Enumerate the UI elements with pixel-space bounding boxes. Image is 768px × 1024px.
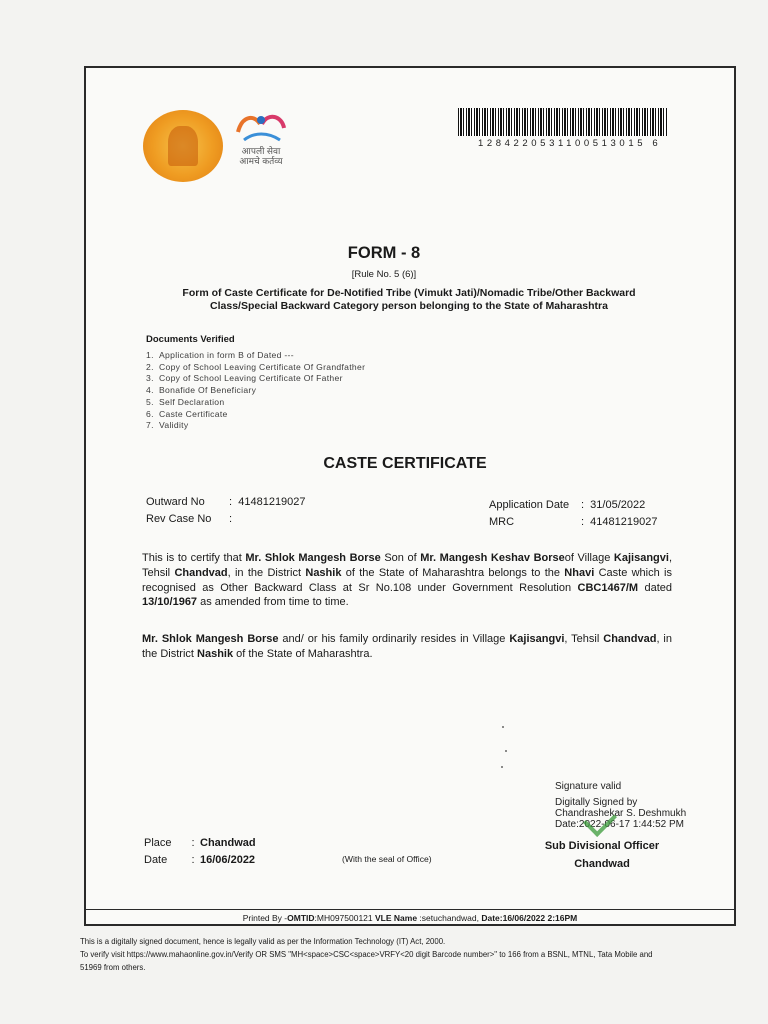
certify-paragraph [142, 551, 672, 610]
subtitle-line1: Form of Caste Certificate for De-Notified Tribe (Vimukt Jati)/Nomadic Tribe/Other Backward [182, 287, 636, 299]
tehsil-name: Chandvad [174, 566, 228, 579]
place-value: Chandwad [200, 837, 256, 849]
para-text: , Tehsil [142, 552, 672, 579]
para-text: and/ or his family ordinarily resides in Village [278, 633, 510, 645]
officer-designation: Sub Divisional Officer [544, 840, 660, 852]
form-subtitle [150, 287, 668, 313]
omtid-value: :MH097500121 [314, 913, 376, 923]
item-number: 3. [146, 373, 154, 384]
digital-signature-block [555, 781, 686, 830]
mrc-label: MRC [489, 516, 515, 528]
item-text: Self Declaration [159, 396, 225, 407]
item-number: 2. [146, 361, 154, 372]
barcode [458, 108, 668, 136]
application-date-value: 31/05/2022 [590, 499, 646, 511]
outward-value: 41481219027 [238, 496, 306, 508]
application-date-label: Application Date [489, 499, 570, 511]
resolution-date: 13/10/1967 [142, 596, 198, 609]
applicant-name: Mr. Shlok Mangesh Borse [245, 552, 381, 564]
speck [502, 726, 504, 728]
para-text: Son of [380, 552, 421, 564]
maharashtra-seal-icon [143, 110, 223, 182]
item-number: 6. [146, 408, 154, 419]
application-block: Application Date : 31/05/2022 MRC : 41481219027 [489, 497, 657, 531]
applicant-name: Mr. Shlok Mangesh Borse [142, 633, 279, 645]
vle-label: VLE Name [375, 913, 418, 923]
residence-paragraph [142, 632, 672, 662]
district-name: Nashik [197, 647, 234, 660]
date-label: Date [144, 854, 168, 866]
list-item [146, 409, 365, 421]
village-name: Kajisangvi [509, 633, 565, 645]
barcode-number: 1284220531100513015 6 [478, 138, 662, 149]
list-item [146, 385, 365, 397]
printed-by-label: Printed By - [242, 913, 288, 923]
seal-note: (With the seal of Office) [342, 854, 432, 864]
para-text: , in the District [142, 633, 672, 660]
printed-by-bar [84, 909, 736, 926]
footer-line2: To verify visit https://www.mahaonline.gov.in/Verify OR SMS "MH<space>CSC<space>VRFY<20 digit Barcode number>" to 166 from a BSNL, MTNL, Tata Mobile and [80, 949, 653, 959]
para-text: , in the District [227, 566, 306, 579]
omtid-label: OMTID [287, 913, 315, 923]
father-name: Mr. Mangesh Keshav Borse [420, 552, 565, 564]
speck [505, 750, 507, 752]
para-text: of the State of Maharashtra. [233, 647, 373, 660]
para-text: as amended from time to time. [197, 596, 349, 609]
signer-name: Chandrashekar S. Deshmukh [555, 808, 687, 819]
printed-date-value: 16/06/2022 2:16PM [502, 913, 578, 923]
item-number: 5. [146, 396, 154, 407]
para-text: Caste which is recognised as Other Backward Class at Sr No.108 under Government Resolution [142, 566, 672, 594]
form-title: FORM - 8 [347, 244, 421, 262]
signature-valid-text: Signature valid [555, 781, 622, 792]
para-text: This is to certify that [142, 552, 246, 564]
caste-name: Nhavi [564, 566, 595, 579]
list-item [146, 373, 365, 385]
outward-label: Outward No [146, 496, 205, 508]
officer-office: Chandwad [574, 858, 630, 870]
place-label: Place [144, 837, 172, 849]
item-text: Copy of School Leaving Certificate Of Grandfather [159, 361, 366, 372]
list-item [146, 362, 365, 374]
subtitle-line2: Class/Special Backward Category person belonging to the State of Maharashtra [210, 300, 608, 312]
footer-note [80, 936, 740, 974]
logo-text-line1: आपली सेवा [241, 146, 281, 156]
rev-case-label: Rev Case No [146, 513, 212, 525]
list-item [146, 420, 365, 432]
logo-text-line2: आमचे कर्तव्य [239, 156, 283, 166]
district-name: Nashik [305, 566, 342, 579]
item-text: Application in form B of Dated --- [159, 350, 294, 360]
item-number: 1. [146, 350, 154, 360]
resolution-number: CBC1467/M [577, 581, 639, 594]
item-text: Validity [159, 420, 189, 431]
aapli-seva-logo-icon [232, 110, 290, 182]
date-value: 16/06/2022 [200, 854, 256, 866]
list-item [146, 350, 365, 362]
documents-heading: Documents Verified [146, 334, 235, 345]
item-text: Caste Certificate [159, 408, 228, 419]
vle-value: :setuchandwad, [417, 913, 482, 923]
signature-date: Date:2022-06-17 1:44:52 PM [555, 819, 684, 830]
mrc-value: 41481219027 [590, 516, 658, 528]
tehsil-name: Chandvad [603, 633, 657, 645]
para-text: of the State of Maharashtra belongs to the [341, 566, 565, 579]
certificate-title: CASTE CERTIFICATE [323, 455, 487, 472]
village-name: Kajisangvi [613, 552, 669, 564]
item-number: 7. [146, 420, 154, 431]
item-text: Copy of School Leaving Certificate Of Father [159, 373, 343, 384]
footer-line1: This is a digitally signed document, hence is legally valid as per the Information Technology (IT) Act, 2000. [80, 937, 446, 946]
documents-list [146, 350, 365, 432]
outward-block: Outward No : 41481219027 Rev Case No : [146, 494, 306, 528]
item-text: Bonafide Of Beneficiary [159, 385, 257, 396]
signed-by-text: Digitally Signed by [555, 797, 638, 808]
footer-line3: 51969 from others. [80, 962, 146, 972]
rule-number: [Rule No. 5 (6)] [351, 269, 417, 280]
list-item [146, 397, 365, 409]
printed-date-label: Date: [481, 913, 503, 923]
para-text: dated [638, 581, 672, 594]
place-date-block: Place : Chandwad Date : 16/06/2022 [144, 835, 256, 869]
para-text: , Tehsil [564, 633, 604, 645]
item-number: 4. [146, 385, 154, 396]
speck [501, 766, 503, 768]
officer-block [537, 837, 667, 873]
para-text: of Village [564, 552, 614, 564]
